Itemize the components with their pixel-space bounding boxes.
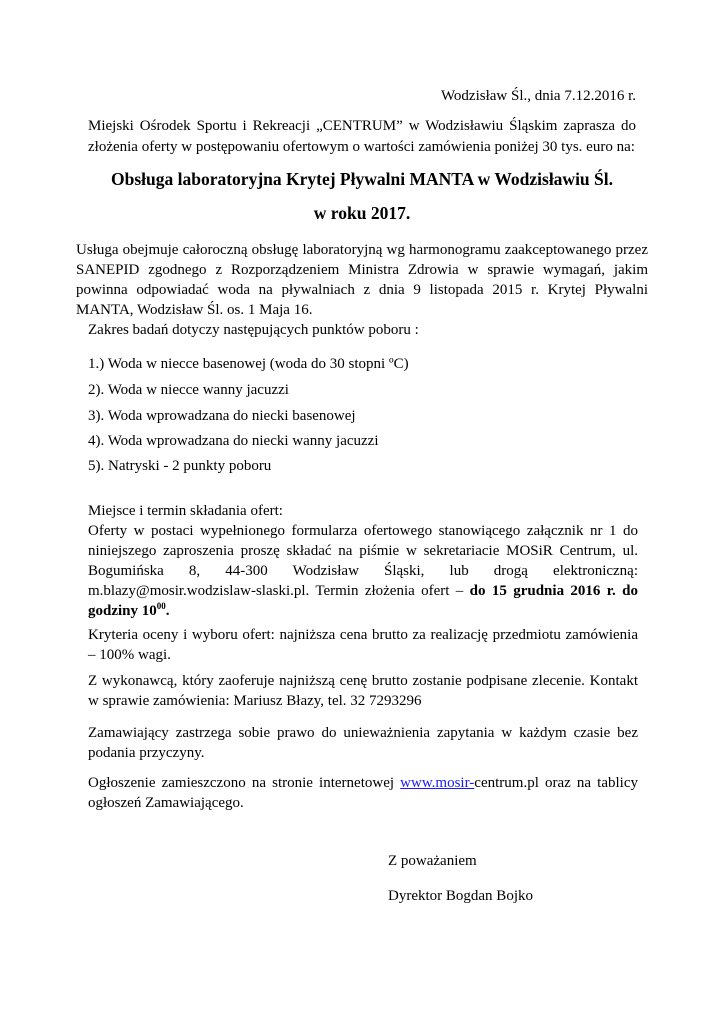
scope-paragraph: Usługa obejmuje całoroczną obsługę laboratoryjną wg harmonogramu zaakceptowanego przez SANEPID zgodnego z Rozporządzeniem Ministra Zdrowia w sprawie wymagań, jakim powinna odpowiadać woda na pływalniach z dnia 9 listopada 2015 r. Krytej Pływalni MANTA, Wodzisław Śl. os. 1 Maja 16. — [76, 242, 648, 318]
deadline-minutes: 00 — [156, 601, 166, 611]
sampling-point: 5). Natryski - 2 punkty poboru — [88, 458, 272, 474]
deadline-hour-text: godziny 10 — [88, 603, 157, 619]
submission-text-a: Oferty w postaci wypełnionego formularza ofertowego stanowiącego załącznik nr 1 do niniejszego zaproszenia proszę składać na piśmie w sekretariacie MOSiR Centrum, ul. Bogumińska 8, — [88, 523, 638, 579]
sampling-point: 1.) Woda w niecce basenowej (woda do 30 stopni ºC) — [88, 356, 409, 372]
reserve-paragraph: Zamawiający zastrzega sobie prawo do unieważnienia zapytania w każdym czasie bez podania przyczyny. — [88, 725, 638, 761]
deadline-end: . — [165, 603, 170, 619]
sampling-heading: Zakres badań dotyczy następujących punktów poboru : — [88, 322, 419, 338]
date-line: Wodzisław Śl., dnia 7.12.2016 r. — [440, 88, 636, 104]
notice-text-after: centrum.pl oraz na tablicy ogłoszeń Zamawiającego. — [88, 775, 638, 811]
submission-section — [88, 501, 638, 621]
sampling-point: 4). Woda wprowadzana do niecki wanny jacuzzi — [88, 433, 379, 449]
website-link[interactable]: www.mosir- — [400, 775, 475, 791]
document-title: Obsługa laboratoryjna Krytej Pływalni MANTA w Wodzisławiu Śl. — [110, 169, 614, 189]
deadline-date: do 15 grudnia 2016 r. do — [469, 583, 638, 599]
submission-text-b: 44-300 Wodzisław Śląski, lub drogą elektroniczną: — [225, 563, 638, 579]
intro-paragraph: Miejski Ośrodek Sportu i Rekreacji „CENTRUM” w Wodzisławiu Śląskim zaprasza do złożenia oferty w postępowaniu ofertowym o wartości zamówienia poniżej 30 tys. euro na: — [88, 118, 636, 155]
notice-paragraph — [88, 773, 638, 813]
submission-deadline-line — [88, 581, 638, 601]
criteria-paragraph: Kryteria oceny i wyboru ofert: najniższa cena brutto za realizację przedmiotu zamówienia – 100% wagi. — [88, 627, 638, 663]
notice-text-before: Ogłoszenie zamieszczono na stronie internetowej — [88, 775, 395, 791]
submission-text — [88, 521, 638, 581]
sampling-point: 2). Woda w niecce wanny jacuzzi — [88, 382, 289, 398]
sampling-point: 3). Woda wprowadzana do niecki basenowej — [88, 408, 356, 424]
submission-text-c: m.blazy@mosir.wodzislaw-slaski.pl. Termin złożenia ofert – — [88, 583, 464, 599]
contractor-paragraph: Z wykonawcą, który zaoferuje najniższą cenę brutto zostanie podpisane zlecenie. Kontakt w sprawie zamówienia: Mariusz Błazy, tel. 32 7293296 — [88, 673, 638, 709]
submission-heading: Miejsce i termin składania ofert: — [88, 503, 283, 519]
signer-name: Dyrektor Bogdan Bojko — [388, 888, 533, 904]
closing-regards: Z poważaniem — [388, 853, 477, 869]
document-title-year: w roku 2017. — [313, 203, 411, 223]
deadline-hour — [88, 601, 638, 621]
